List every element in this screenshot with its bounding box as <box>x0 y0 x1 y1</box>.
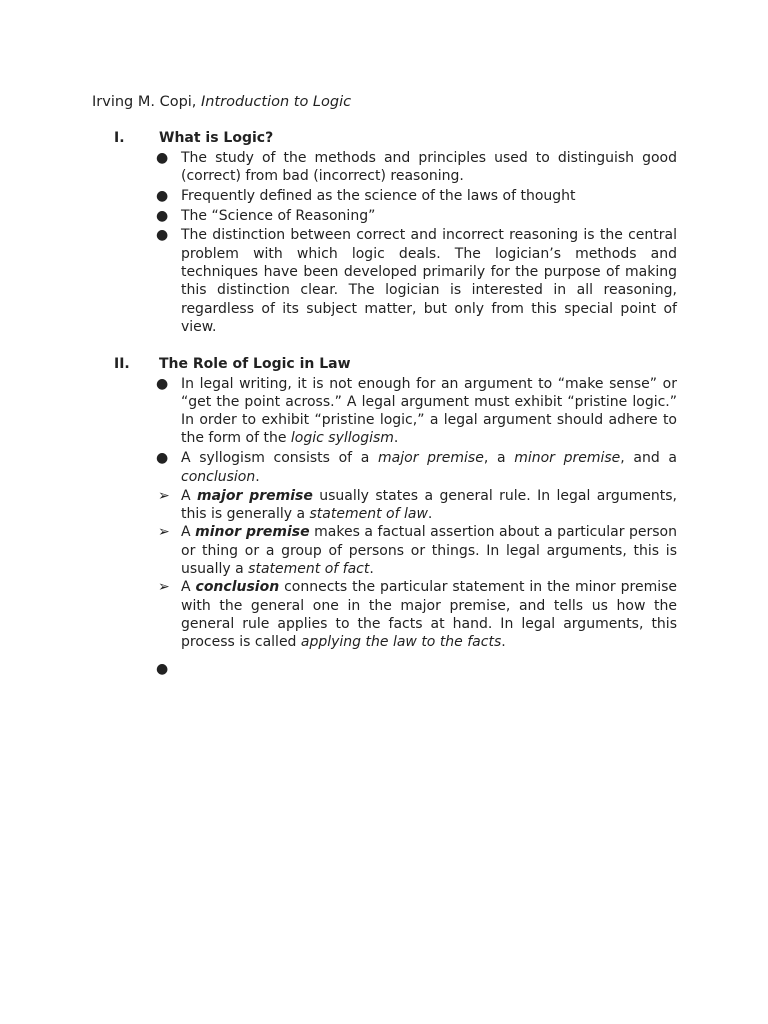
section2-bullet-list <box>0 375 768 680</box>
list-item-text: Frequently defined as the science of the laws of thought <box>181 187 576 204</box>
section-heading: What is Logic? <box>159 130 274 146</box>
sub-list-item <box>125 523 677 578</box>
bullet-icon: ● <box>156 450 169 467</box>
syllogism-sub-list <box>158 487 678 652</box>
list-item-text: The distinction between correct and incorrect reasoning is the central problem with which logic deals. The logician’s methods and techniques have been developed primarily for the purpose of making this distinction clear. The logician is interested in all reasoning, regardless of its subject matter, but only from this special point of view. <box>181 227 677 335</box>
list-item <box>0 449 768 651</box>
bullet-icon: ● <box>156 149 169 166</box>
arrow-bullet-icon: ➢ <box>158 487 170 504</box>
sub-list-item-text: A conclusion connects the particular statement in the minor premise with the general one in the major premise, and tells us how the general rule applies to the facts at hand. In legal arguments, this process is called applying the law to the facts. <box>181 579 678 651</box>
document-title <box>92 93 351 111</box>
section-number: II. <box>114 356 130 372</box>
list-item-text: A syllogism consists of a major premise, a minor premise, and a conclusion. <box>181 450 678 485</box>
section1-bullet-list <box>0 149 768 338</box>
sub-list-item <box>125 578 677 651</box>
bullet-icon: ● <box>156 187 169 204</box>
bullet-icon: ● <box>156 207 169 224</box>
arrow-bullet-icon: ➢ <box>158 524 170 541</box>
bullet-icon: ● <box>156 227 169 244</box>
list-item <box>0 149 768 186</box>
sub-list-item-text: A minor premise makes a factual assertion about a particular person or thing or a group of persons or things. In legal arguments, this is usually a statement of fact. <box>181 524 677 578</box>
list-item-empty <box>0 660 768 678</box>
sub-list-item-text: A major premise usually states a general rule. In legal arguments, this is generally a statement of law. <box>181 487 677 523</box>
arrow-bullet-icon: ➢ <box>158 579 170 596</box>
list-item <box>0 187 768 205</box>
section-heading: The Role of Logic in Law <box>159 356 351 372</box>
list-item <box>0 375 768 448</box>
list-item <box>0 226 768 336</box>
sub-list-item <box>125 487 677 524</box>
section-number: I. <box>114 130 125 146</box>
list-item-text: The “Science of Reasoning” <box>181 207 376 224</box>
bullet-icon: ● <box>156 375 169 392</box>
title-author: Irving M. Copi, <box>92 94 202 110</box>
list-item-text: The study of the methods and principles used to distinguish good (correct) from bad (incorrect) reasoning. <box>181 149 677 184</box>
list-item <box>0 207 768 225</box>
title-book: Introduction to Logic <box>201 94 352 110</box>
bullet-icon: ● <box>156 660 169 677</box>
list-item-text: In legal writing, it is not enough for an argument to “make sense” or “get the point across.” A legal argument must exhibit “pristine logic.” In order to exhibit “pristine logic,” a legal argument should adhere to the form of the logic syllogism. <box>181 375 677 447</box>
